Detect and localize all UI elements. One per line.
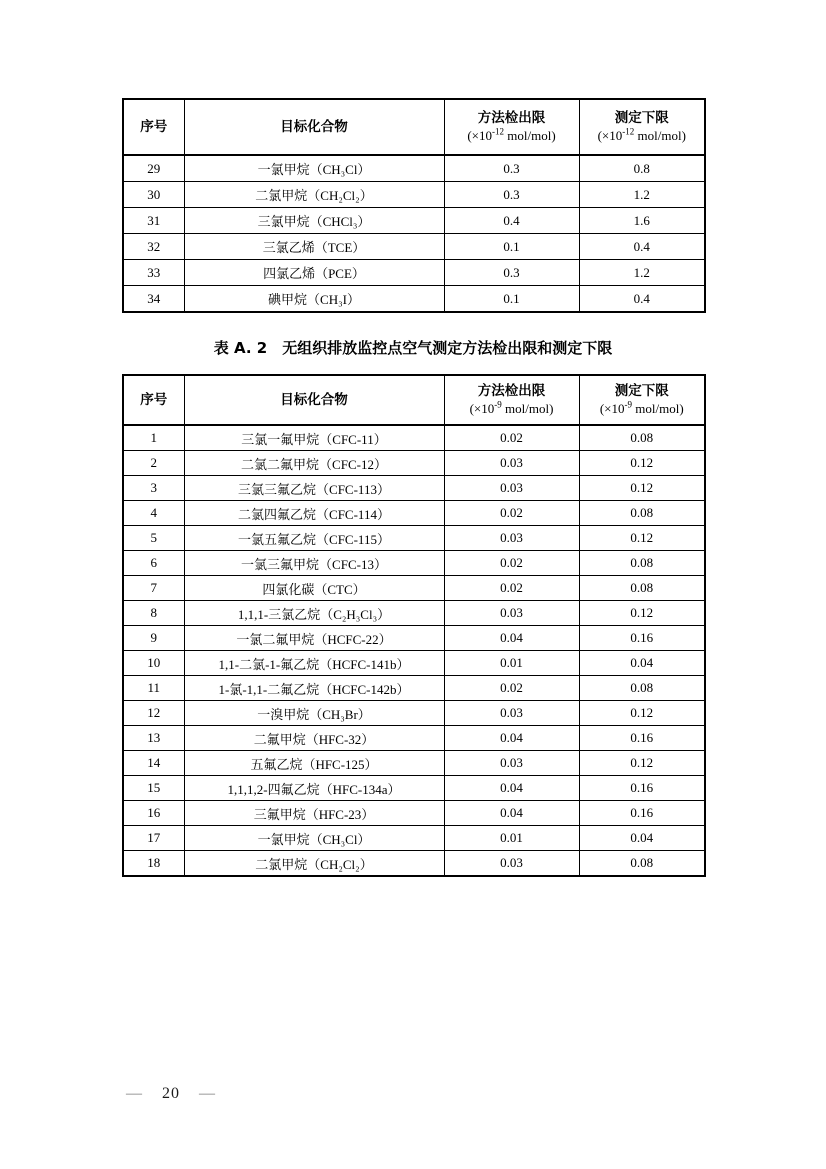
table-row <box>123 551 705 576</box>
table-row <box>123 260 705 286</box>
compound-cell: 三氯乙烯（TCE） <box>184 234 444 260</box>
compound-cell: 一氯三氟甲烷（CFC-13） <box>184 551 444 576</box>
lql-value-cell: 0.16 <box>579 801 705 826</box>
row-number-cell: 6 <box>123 551 184 576</box>
row-number-cell: 32 <box>123 234 184 260</box>
row-number-cell: 1 <box>123 425 184 451</box>
lql-value-cell: 0.12 <box>579 451 705 476</box>
table-row <box>123 182 705 208</box>
table-a2-title: 表 A. 2 无组织排放监控点空气测定方法检出限和测定下限 <box>213 339 613 357</box>
row-number-cell: 3 <box>123 476 184 501</box>
compound-cell: 二氟甲烷（HFC-32） <box>184 726 444 751</box>
lql-value-cell: 0.08 <box>579 851 705 877</box>
lql-value-cell: 0.16 <box>579 726 705 751</box>
col-header-compound-label: 目标化合物 <box>280 118 348 135</box>
mdl-value-cell: 0.04 <box>444 776 579 801</box>
row-number-cell: 12 <box>123 701 184 726</box>
compound-cell: 三氯一氟甲烷（CFC-11） <box>184 425 444 451</box>
compound-cell: 一氯甲烷（CH₃Cl） <box>184 155 444 182</box>
table-row <box>123 626 705 651</box>
table-row <box>123 155 705 182</box>
table-row <box>123 476 705 501</box>
row-number-cell: 13 <box>123 726 184 751</box>
lql-value-cell: 0.08 <box>579 551 705 576</box>
exponent: -12 <box>622 126 635 137</box>
row-number-cell: 16 <box>123 801 184 826</box>
lql-value-cell: 0.12 <box>579 476 705 501</box>
lql-value-cell: 0.4 <box>579 286 705 313</box>
row-number-cell: 33 <box>123 260 184 286</box>
mdl-value-cell: 0.03 <box>444 601 579 626</box>
row-number-cell: 29 <box>123 155 184 182</box>
table-row <box>123 425 705 451</box>
lql-value-cell: 0.8 <box>579 155 705 182</box>
row-number-cell: 4 <box>123 501 184 526</box>
table-row <box>123 451 705 476</box>
row-number-cell: 14 <box>123 751 184 776</box>
mdl-value-cell: 0.04 <box>444 626 579 651</box>
compound-cell: 四氯化碳（CTC） <box>184 576 444 601</box>
mdl-value-cell: 0.03 <box>444 701 579 726</box>
compound-cell: 1,1-二氯-1-氟乙烷（HCFC-141b） <box>184 651 444 676</box>
row-number-cell: 34 <box>123 286 184 313</box>
compound-cell: 三氟甲烷（HFC-23） <box>184 801 444 826</box>
table-row <box>123 526 705 551</box>
col-header-no-label: 序号 <box>140 391 168 408</box>
col-header-mdl <box>444 99 579 155</box>
mdl-value-cell: 0.02 <box>444 501 579 526</box>
mdl-value-cell: 0.4 <box>444 208 579 234</box>
mdl-value-cell: 0.02 <box>444 676 579 701</box>
col-header-lql-label: 测定下限 <box>614 110 669 126</box>
col-header-no-label: 序号 <box>140 118 168 135</box>
lql-value-cell: 0.12 <box>579 526 705 551</box>
table-row <box>123 208 705 234</box>
lql-value-cell: 1.2 <box>579 182 705 208</box>
mdl-value-cell: 0.02 <box>444 576 579 601</box>
table-row <box>123 726 705 751</box>
mdl-value-cell: 0.03 <box>444 851 579 877</box>
compound-cell: 三氯甲烷（CHCl₃） <box>184 208 444 234</box>
table-row <box>123 676 705 701</box>
table-row <box>123 576 705 601</box>
table-row <box>123 286 705 313</box>
lql-value-cell: 0.08 <box>579 425 705 451</box>
lql-value-cell: 0.16 <box>579 776 705 801</box>
footer-dash-left: — <box>126 1085 143 1102</box>
compound-cell: 碘甲烷（CH₃I） <box>184 286 444 313</box>
compound-cell: 三氯三氟乙烷（CFC-113） <box>184 476 444 501</box>
col-header-lql <box>579 99 705 155</box>
lql-value-cell: 0.04 <box>579 651 705 676</box>
compound-cell: 二氯四氟乙烷（CFC-114） <box>184 501 444 526</box>
table-row <box>123 751 705 776</box>
mdl-value-cell: 0.1 <box>444 286 579 313</box>
row-number-cell: 10 <box>123 651 184 676</box>
table-row <box>123 601 705 626</box>
compound-cell: 四氯乙烯（PCE） <box>184 260 444 286</box>
row-number-cell: 11 <box>123 676 184 701</box>
col-header-mdl <box>444 375 579 425</box>
lql-value-cell: 0.12 <box>579 701 705 726</box>
mdl-value-cell: 0.04 <box>444 801 579 826</box>
lql-value-cell: 1.6 <box>579 208 705 234</box>
row-number-cell: 18 <box>123 851 184 877</box>
mdl-value-cell: 0.03 <box>444 751 579 776</box>
col-header-lql <box>579 375 705 425</box>
lql-value-cell: 0.12 <box>579 601 705 626</box>
footer-dash-right: — <box>199 1085 216 1102</box>
table-row <box>123 851 705 877</box>
lql-value-cell: 0.08 <box>579 501 705 526</box>
mdl-value-cell: 0.01 <box>444 651 579 676</box>
mdl-value-cell: 0.3 <box>444 182 579 208</box>
row-number-cell: 9 <box>123 626 184 651</box>
table-a2-body <box>123 425 705 876</box>
table-row <box>123 501 705 526</box>
mdl-value-cell: 0.02 <box>444 551 579 576</box>
compound-cell: 一溴甲烷（CH₃Br） <box>184 701 444 726</box>
table-a2 <box>122 374 706 877</box>
page-number: 20 <box>162 1085 180 1102</box>
mdl-value-cell: 0.03 <box>444 476 579 501</box>
mdl-value-cell: 0.02 <box>444 425 579 451</box>
compound-cell: 二氯二氟甲烷（CFC-12） <box>184 451 444 476</box>
mdl-value-cell: 0.3 <box>444 155 579 182</box>
page-footer <box>126 1085 216 1103</box>
table-row <box>123 826 705 851</box>
table-a2-header-row <box>123 375 705 425</box>
lql-value-cell: 1.2 <box>579 260 705 286</box>
lql-unit-label: ($\times 10^{-12}$ mol/mol) <box>597 126 686 143</box>
col-header-lql-label: 测定下限 <box>614 383 669 399</box>
compound-cell: 五氟乙烷（HFC-125） <box>184 751 444 776</box>
table-row <box>123 701 705 726</box>
table-a1-body <box>123 155 705 312</box>
col-header-mdl-label: 方法检出限 <box>477 383 546 399</box>
compound-cell: 一氯二氟甲烷（HCFC-22） <box>184 626 444 651</box>
col-header-compound <box>184 375 444 425</box>
table-row <box>123 801 705 826</box>
row-number-cell: 8 <box>123 601 184 626</box>
table-row <box>123 651 705 676</box>
lql-value-cell: 0.12 <box>579 751 705 776</box>
lql-value-cell: 0.4 <box>579 234 705 260</box>
compound-cell: 二氯甲烷（CH₂Cl₂） <box>184 182 444 208</box>
row-number-cell: 2 <box>123 451 184 476</box>
lql-value-cell: 0.08 <box>579 576 705 601</box>
table-a1-continued <box>122 98 706 313</box>
row-number-cell: 7 <box>123 576 184 601</box>
col-header-no <box>123 99 184 155</box>
exponent: -9 <box>494 399 502 410</box>
row-number-cell: 31 <box>123 208 184 234</box>
mdl-value-cell: 0.1 <box>444 234 579 260</box>
exponent: -12 <box>492 126 505 137</box>
compound-cell: 1,1,1,2-四氟乙烷（HFC-134a） <box>184 776 444 801</box>
mdl-value-cell: 0.04 <box>444 726 579 751</box>
mdl-value-cell: 0.01 <box>444 826 579 851</box>
table-row <box>123 776 705 801</box>
compound-cell: 二氯甲烷（CH₂Cl₂） <box>184 851 444 877</box>
lql-value-cell: 0.04 <box>579 826 705 851</box>
row-number-cell: 5 <box>123 526 184 551</box>
table-row <box>123 234 705 260</box>
row-number-cell: 30 <box>123 182 184 208</box>
compound-cell: 1-氯-1,1-二氟乙烷（HCFC-142b） <box>184 676 444 701</box>
mdl-value-cell: 0.03 <box>444 451 579 476</box>
compound-cell: 1,1,1-三氯乙烷（C₂H₃Cl₃） <box>184 601 444 626</box>
exponent: -9 <box>624 399 633 410</box>
lql-unit-label: ($\times 10^{-9}$ mol/mol) <box>599 399 684 416</box>
mdl-unit-label: ($\times 10^{-12}$ mol/mol) <box>467 126 556 143</box>
lql-value-cell: 0.16 <box>579 626 705 651</box>
col-header-compound <box>184 99 444 155</box>
col-header-no <box>123 375 184 425</box>
mdl-value-cell: 0.03 <box>444 526 579 551</box>
mdl-value-cell: 0.3 <box>444 260 579 286</box>
compound-cell: 一氯甲烷（CH₃Cl） <box>184 826 444 851</box>
row-number-cell: 17 <box>123 826 184 851</box>
col-header-mdl-label: 方法检出限 <box>477 110 546 126</box>
compound-cell: 一氯五氟乙烷（CFC-115） <box>184 526 444 551</box>
mdl-unit-label: ($\times 10^{-9}$ mol/mol) <box>469 399 554 416</box>
col-header-compound-label: 目标化合物 <box>280 391 348 408</box>
lql-value-cell: 0.08 <box>579 676 705 701</box>
table-a1-header-row <box>123 99 705 155</box>
row-number-cell: 15 <box>123 776 184 801</box>
